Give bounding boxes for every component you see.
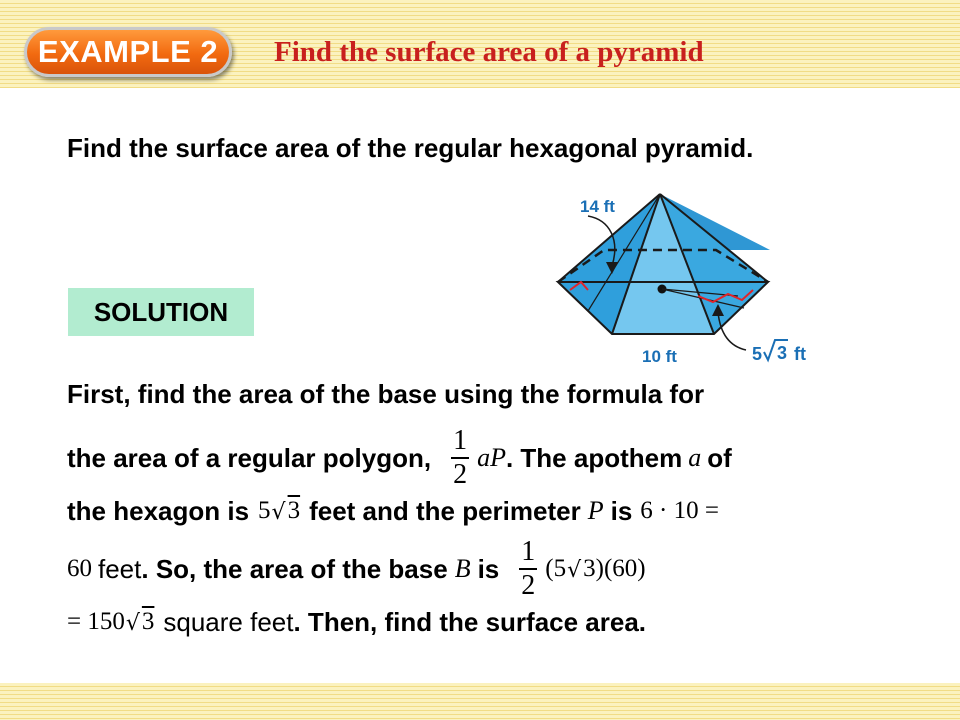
fraction-numerator: 1 <box>453 425 468 456</box>
solution-text: is <box>610 495 633 526</box>
unit-feet: feet <box>98 553 142 584</box>
fraction-denominator: 2 <box>453 459 468 490</box>
solution-line-4 <box>67 536 646 602</box>
perimeter-value: 60 <box>67 555 92 582</box>
solution-text: feet and the perimeter <box>309 495 581 526</box>
header-title: Find the surface area of a pyramid <box>274 36 704 68</box>
base-area-coef: = 150 <box>67 608 125 635</box>
formula-aP: aP <box>477 443 506 472</box>
solution-text: of <box>707 442 732 473</box>
slant-height-label: 14 ft <box>580 197 615 216</box>
problem-prompt: Find the surface area of the regular hexagonal pyramid. <box>67 133 754 163</box>
hexagonal-pyramid-figure <box>548 186 838 376</box>
solution-line-3 <box>67 492 719 530</box>
area-expression-start: (5 <box>545 555 567 582</box>
variable-P: P <box>587 496 604 525</box>
square-root <box>125 608 155 636</box>
side-length-label: 10 ft <box>642 347 677 366</box>
solution-text: . The apothem <box>505 442 683 473</box>
unit-square-feet: square feet <box>163 606 294 637</box>
solution-line-5 <box>67 603 646 641</box>
solution-text: First, find the area of the base using the formula for <box>67 378 705 409</box>
radical-sign: √ <box>567 558 582 583</box>
radicand: 3 <box>141 608 155 635</box>
example-badge: EXAMPLE 2 <box>24 27 232 77</box>
variable-a: a <box>688 443 702 472</box>
fraction-denominator: 2 <box>521 570 536 601</box>
apothem-label-unit: ft <box>794 344 806 364</box>
perimeter-expression: 6 · 10 = <box>640 497 719 524</box>
solution-text: is <box>477 553 500 584</box>
fraction-one-half <box>451 426 469 490</box>
solution-text: . Then, find the surface area. <box>293 606 647 637</box>
solution-text: . So, the area of the base <box>141 553 448 584</box>
apothem-label-coef: 5 <box>752 344 763 364</box>
radical-sign: √ <box>271 500 286 525</box>
variable-B: B <box>454 554 471 583</box>
apothem-label-radicand: 3 <box>777 343 788 363</box>
radical-sign: √ <box>125 611 140 636</box>
square-root <box>566 555 646 583</box>
footer-band <box>0 683 960 720</box>
solution-text: the area of a regular polygon, <box>67 442 432 473</box>
square-root <box>271 497 301 525</box>
fraction-numerator: 1 <box>521 536 536 567</box>
area-expression-end: 3)(60) <box>583 555 646 582</box>
solution-text: the hexagon is <box>67 495 250 526</box>
solution-line-1 <box>67 377 704 411</box>
radicand: 3 <box>287 497 301 524</box>
solution-line-2 <box>67 425 732 491</box>
solution-label: SOLUTION <box>68 288 254 336</box>
fraction-one-half <box>519 537 537 601</box>
apothem-coef: 5 <box>258 497 271 524</box>
